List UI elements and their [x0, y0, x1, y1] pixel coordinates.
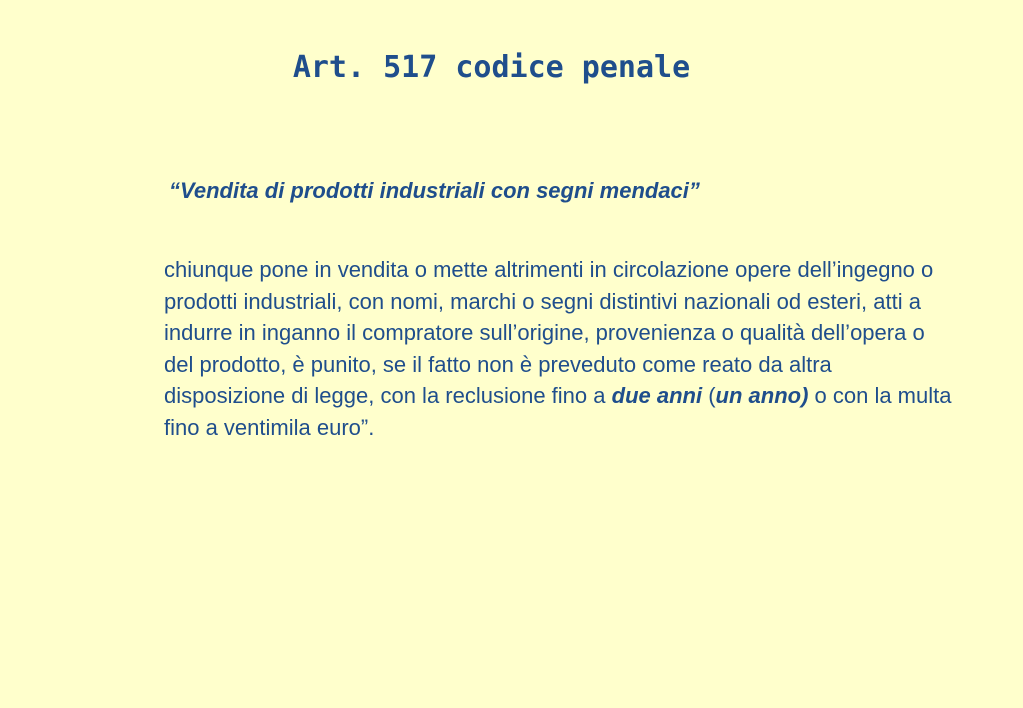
article-text: [164, 254, 954, 443]
slide-subtitle: “Vendita di prodotti industriali con segni mendaci”: [169, 178, 700, 203]
emphasis-un-anno: un anno): [715, 383, 809, 408]
article-text-part3: o con la multa fino a ventimila euro”.: [164, 383, 952, 440]
emphasis-due-anni: due anni: [611, 383, 703, 408]
slide-title: Art. 517 codice penale: [292, 50, 691, 85]
article-text-part2: (: [702, 383, 716, 408]
article-text-part1: chiunque pone in vendita o mette altrimenti in circolazione opere dell’ingegno o prodotti industriali, con nomi, marchi o segni distintivi nazionali od esteri, atti a indurre in inganno il compratore sull’origine, provenienza o qualità dell’opera o del prodotto, è punito, se il fatto non è preveduto come reato da altra disposizione di legge, con la reclusione fino a: [164, 257, 934, 408]
